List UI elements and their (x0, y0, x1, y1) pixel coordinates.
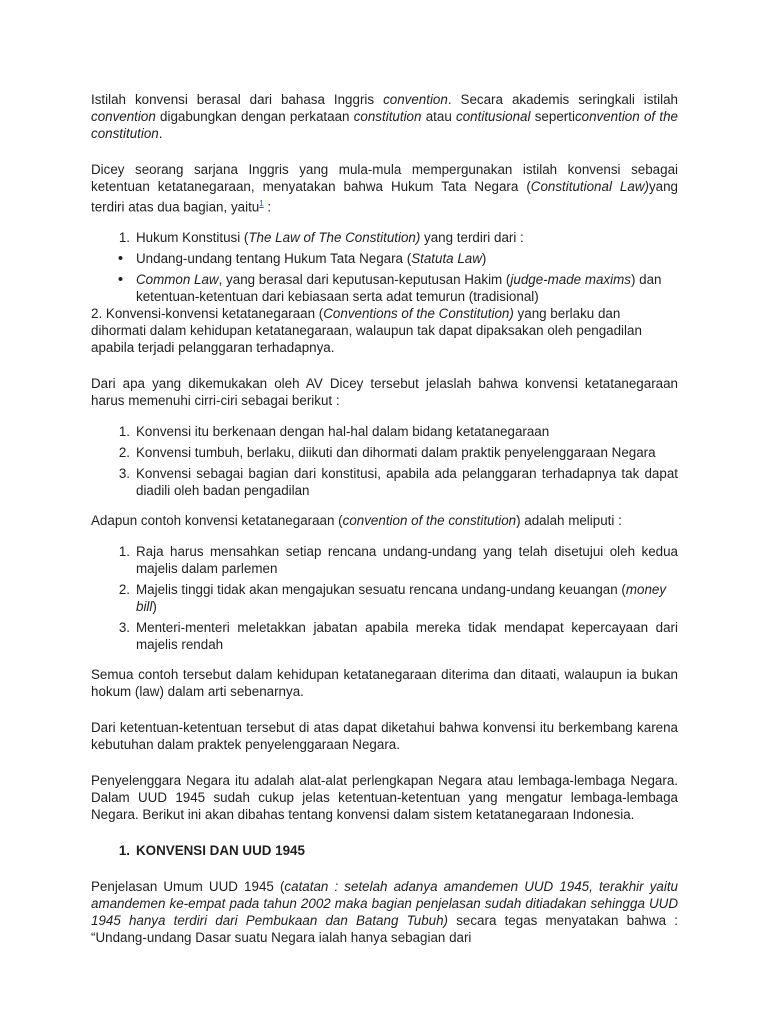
italic-text: The Law of The Constitution) (248, 230, 421, 246)
list-item-text (136, 229, 678, 246)
text: 2. Konvensi-konvensi ketatanegaraan ( (91, 306, 324, 322)
italic-text: convention of the constitution (342, 513, 517, 529)
text: ) adalah meliputi : (516, 513, 622, 529)
text: Penjelasan Umum UUD 1945 ( (91, 879, 285, 895)
text: Istilah konvensi berasal dari bahasa Inggris (91, 92, 384, 107)
bullet-icon: • (117, 271, 124, 289)
text: Hukum Konstitusi ( (136, 230, 249, 246)
text: ) dan ketentuan-ketentuan dari kebiasaan serta adat temurun (tradisional) (136, 272, 662, 305)
list-number: 1. (118, 544, 130, 560)
text: Dicey seorang sarjana Inggris yang mula-mula mempergunakan istilah konvensi sebagai ketentuan ketatanegaraan, menyatakan bahwa Hukum Tata Negara ( (91, 162, 678, 194)
footnote-link[interactable]: 1 (259, 199, 264, 208)
text: seperti (530, 109, 575, 124)
text: , yang berasal dari keputusan-keputusan Hakim ( (218, 272, 511, 288)
list-item (91, 465, 678, 499)
italic-text: judge-made maxims (510, 272, 631, 288)
list-item (91, 271, 678, 305)
italic-text: convention (91, 109, 156, 124)
list-item-text: Menteri-menteri meletakkan jabatan apabila mereka tidak mendapat kepercayaan dari majelis rendah (136, 620, 678, 653)
list-number: 2. (118, 445, 130, 461)
paragraph-ciri: Dari apa yang dikemukakan oleh AV Dicey tersebut jelaslah bahwa konvensi ketatanegaraan harus memenuhi cirri-ciri sebagai berikut : (91, 376, 678, 409)
list-number: 3. (118, 620, 130, 636)
text: yang berlaku dan dihormati dalam kehidupan ketatanegaraan, walaupun tak dapat dipaksakan oleh pengadilan apabila terjadi pelanggaran terhadapnya. (91, 306, 642, 356)
paragraph-semua-contoh: Semua contoh tersebut dalam kehidupan ketatanegaraan diterima dan ditaati, walaupun ia bukan hokum (law) dalam arti sebenarnya. (91, 667, 678, 700)
italic-text: money bill (136, 582, 667, 615)
italic-text: Statuta Law (411, 251, 482, 267)
text: Adapun contoh konvensi ketatanegaraan ( (91, 513, 343, 529)
list-number: 1. (118, 424, 130, 440)
text: Undang-undang tentang Hukum Tata Negara ( (136, 251, 412, 267)
italic-text: convention of the constitution (91, 109, 678, 141)
document-content (91, 91, 678, 946)
list-item-text: Konvensi itu berkenaan dengan hal-hal dalam bidang ketatanegaraan (136, 424, 550, 440)
list-number: 1. (118, 230, 130, 246)
text: secara tegas menyatakan bahwa : “Undang-undang Dasar suatu Negara ialah hanya sebagian dari (91, 913, 679, 946)
text: . Secara akademis seringkali istilah (447, 92, 678, 107)
italic-text: constitution (353, 109, 422, 124)
italic-text: contitusional (456, 109, 531, 124)
list-item-text (136, 271, 678, 305)
text: ) (481, 251, 487, 267)
list-number: 2. (118, 582, 130, 598)
bullet-icon: • (117, 250, 124, 268)
text: yang terdiri dari : (420, 230, 524, 246)
text: . (158, 126, 163, 141)
list-item (91, 423, 678, 440)
text: yang terdiri atas dua bagian, yaitu (91, 179, 678, 215)
list-number: 3. (118, 466, 130, 482)
list-item-text: Konvensi tumbuh, berlaku, diikuti dan dihormati dalam praktik penyelenggaraan Negara (136, 445, 656, 461)
paragraph-dicey (91, 161, 678, 215)
text: ) (152, 599, 157, 615)
italic-text: Constitutional Law) (530, 179, 649, 194)
italic-text: convention (383, 92, 448, 107)
italic-text: catatan : setelah adanya amandemen UUD 1945, terakhir yaitu amandemen ke-empat pada tahun 2002 maka bagian penjelasan sudah ditiadakan sehingga UUD 1945 hanya terdiri dari Pembukaan dan Batang Tubuh) (91, 879, 679, 929)
list-item-text (136, 250, 678, 267)
list-contoh-konvensi (91, 543, 678, 653)
heading-text: KONVENSI DAN UUD 1945 (136, 843, 305, 859)
list-item (91, 250, 678, 267)
heading-number: 1. (118, 843, 130, 859)
list-item-text: Konvensi sebagai bagian dari konstitusi, apabila ada pelanggaran terhadapnya tak dapat diadili oleh badan pengadilan (136, 466, 678, 499)
list-item-text: Raja harus mensahkan setiap rencana undang-undang yang telah disetujui oleh kedua majelis dalam parlemen (136, 544, 678, 577)
text: atau (421, 109, 457, 124)
paragraph-penyelenggara: Penyelenggara Negara itu adalah alat-alat perlengkapan Negara atau lembaga-lembaga Negara. Dalam UUD 1945 sudah cukup jelas ketentuan-ketentuan yang mengatur lembaga-lembaga Negara. Berikut ini akan dibahas tentang konvensi dalam sistem ketatanegaraan Indonesia. (91, 773, 678, 823)
list-item-text (136, 581, 678, 615)
text: digabungkan dengan perkataan (155, 109, 354, 124)
text: : (263, 199, 272, 215)
paragraph-penjelasan (91, 878, 678, 946)
paragraph-ketentuan: Dari ketentuan-ketentuan tersebut di atas dapat diketahui bahwa konvensi itu berkembang karena kebutuhan dalam praktek penyelenggaraan Negara. (91, 720, 678, 753)
text: Majelis tinggi tidak akan mengajukan sesuatu rencana undang-undang keuangan ( (136, 582, 626, 598)
paragraph-konvensi (91, 305, 678, 356)
italic-text: Conventions of the Constitution) (323, 306, 514, 322)
list-item (91, 619, 678, 653)
paragraph-contoh (91, 512, 678, 529)
section-heading (91, 842, 678, 859)
list-item (91, 543, 678, 577)
list-ciri-konvensi (91, 423, 678, 499)
paragraph-intro (91, 91, 678, 142)
list-item (91, 229, 678, 246)
list-item (91, 444, 678, 461)
list-item (91, 581, 678, 615)
list-hukum-tata-negara (91, 229, 678, 305)
italic-text: Common Law (136, 272, 219, 288)
